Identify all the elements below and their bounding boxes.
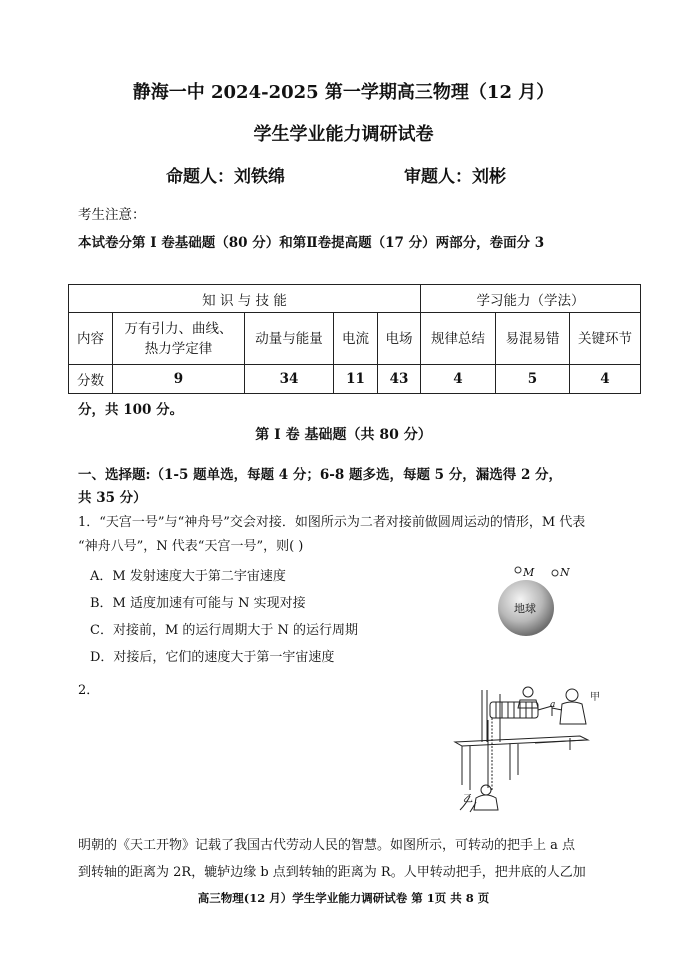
col-confusing-errors: 易混易错 [496,313,570,365]
score-value: 9 [113,365,245,394]
row-label-content: 内容 [69,313,113,365]
label-m: M [523,566,535,579]
q1-stem-line2: “神舟八号”，N 代表“天宫一号”，则( ) [78,539,304,554]
notice-line1: 本试卷分第 I 卷基础题（80 分）和第Ⅱ卷提高题（17 分）两部分，卷面分 3 [78,235,545,251]
label-yi: 乙 [463,794,473,805]
q1-orbit-figure [490,560,590,650]
satellite-n-icon [552,570,558,576]
group-header-ability: 学习能力（学法） [421,285,641,313]
q1-option-b: B．M 适度加速有可能与 N 实现对接 [90,596,306,611]
q1-option-a: A．M 发射速度大于第二宇宙速度 [90,569,286,584]
reviewer: 审题人：刘彬 [404,167,506,187]
col-key-steps: 关键环节 [570,313,641,365]
score-value: 5 [496,365,570,394]
section-title: 第 I 卷 基础题（共 80 分） [255,427,432,443]
part1-heading-line1: 一、选择题:（1-5 题单选，每题 4 分；6-8 题多选，每题 5 分，漏选得 2 分， [78,467,563,483]
group-header-knowledge: 知 识 与 技 能 [69,285,421,313]
notice-label: 考生注意： [78,207,146,223]
col-momentum-energy: 动量与能量 [245,313,334,365]
q1-stem-line1: 1．“天宫一号”与“神舟号”交会对接．如图所示为二者对接前做圆周运动的情形，M 代表 [78,515,586,530]
q2-text-line2: 到转轴的距离为 2R，辘轳边缘 b 点到转轴的距离为 R。人甲转动把手，把井底的人乙加 [78,865,586,880]
satellite-m-icon [515,567,521,573]
author: 命题人：刘铁绵 [166,167,285,187]
notice-line2: 分，共 100 分。 [78,402,184,418]
col-current: 电流 [334,313,378,365]
col-law-summary: 规律总结 [421,313,496,365]
col-electric-field: 电场 [378,313,421,365]
score-value: 43 [378,365,421,394]
page-footer: 高三物理(12 月）学生学业能力调研试卷 第 1页 共 8 页 [197,891,490,905]
part1-heading-line2: 共 35 分） [78,490,147,506]
earth-label: 地球 [514,602,536,615]
score-value: 34 [245,365,334,394]
q2-text-line1: 明朝的《天工开物》记载了我国古代劳动人民的智慧。如图所示，可转动的把手上 a 点 [78,838,576,853]
q1-option-c: C．对接前，M 的运行周期大于 N 的运行周期 [90,623,359,638]
score-value: 4 [570,365,641,394]
exam-title: 静海一中 2024-2025 第一学期高三物理（12 月） [132,82,555,103]
row-label-score: 分数 [69,365,113,394]
label-a: a [550,700,556,710]
col-gravitation [113,313,245,365]
label-jia: 甲 [590,692,600,703]
score-value: 11 [334,365,378,394]
label-n: N [560,566,570,579]
q2-number: 2． [78,683,100,698]
exam-subtitle: 学生学业能力调研试卷 [253,124,434,145]
col-name-line2: 热力学定律 [144,340,213,357]
col-name-line1: 万有引力、曲线、 [124,320,233,337]
q1-option-d: D．对接后，它们的速度大于第一宇宙速度 [90,650,335,665]
score-value: 4 [421,365,496,394]
score-table [68,284,641,394]
